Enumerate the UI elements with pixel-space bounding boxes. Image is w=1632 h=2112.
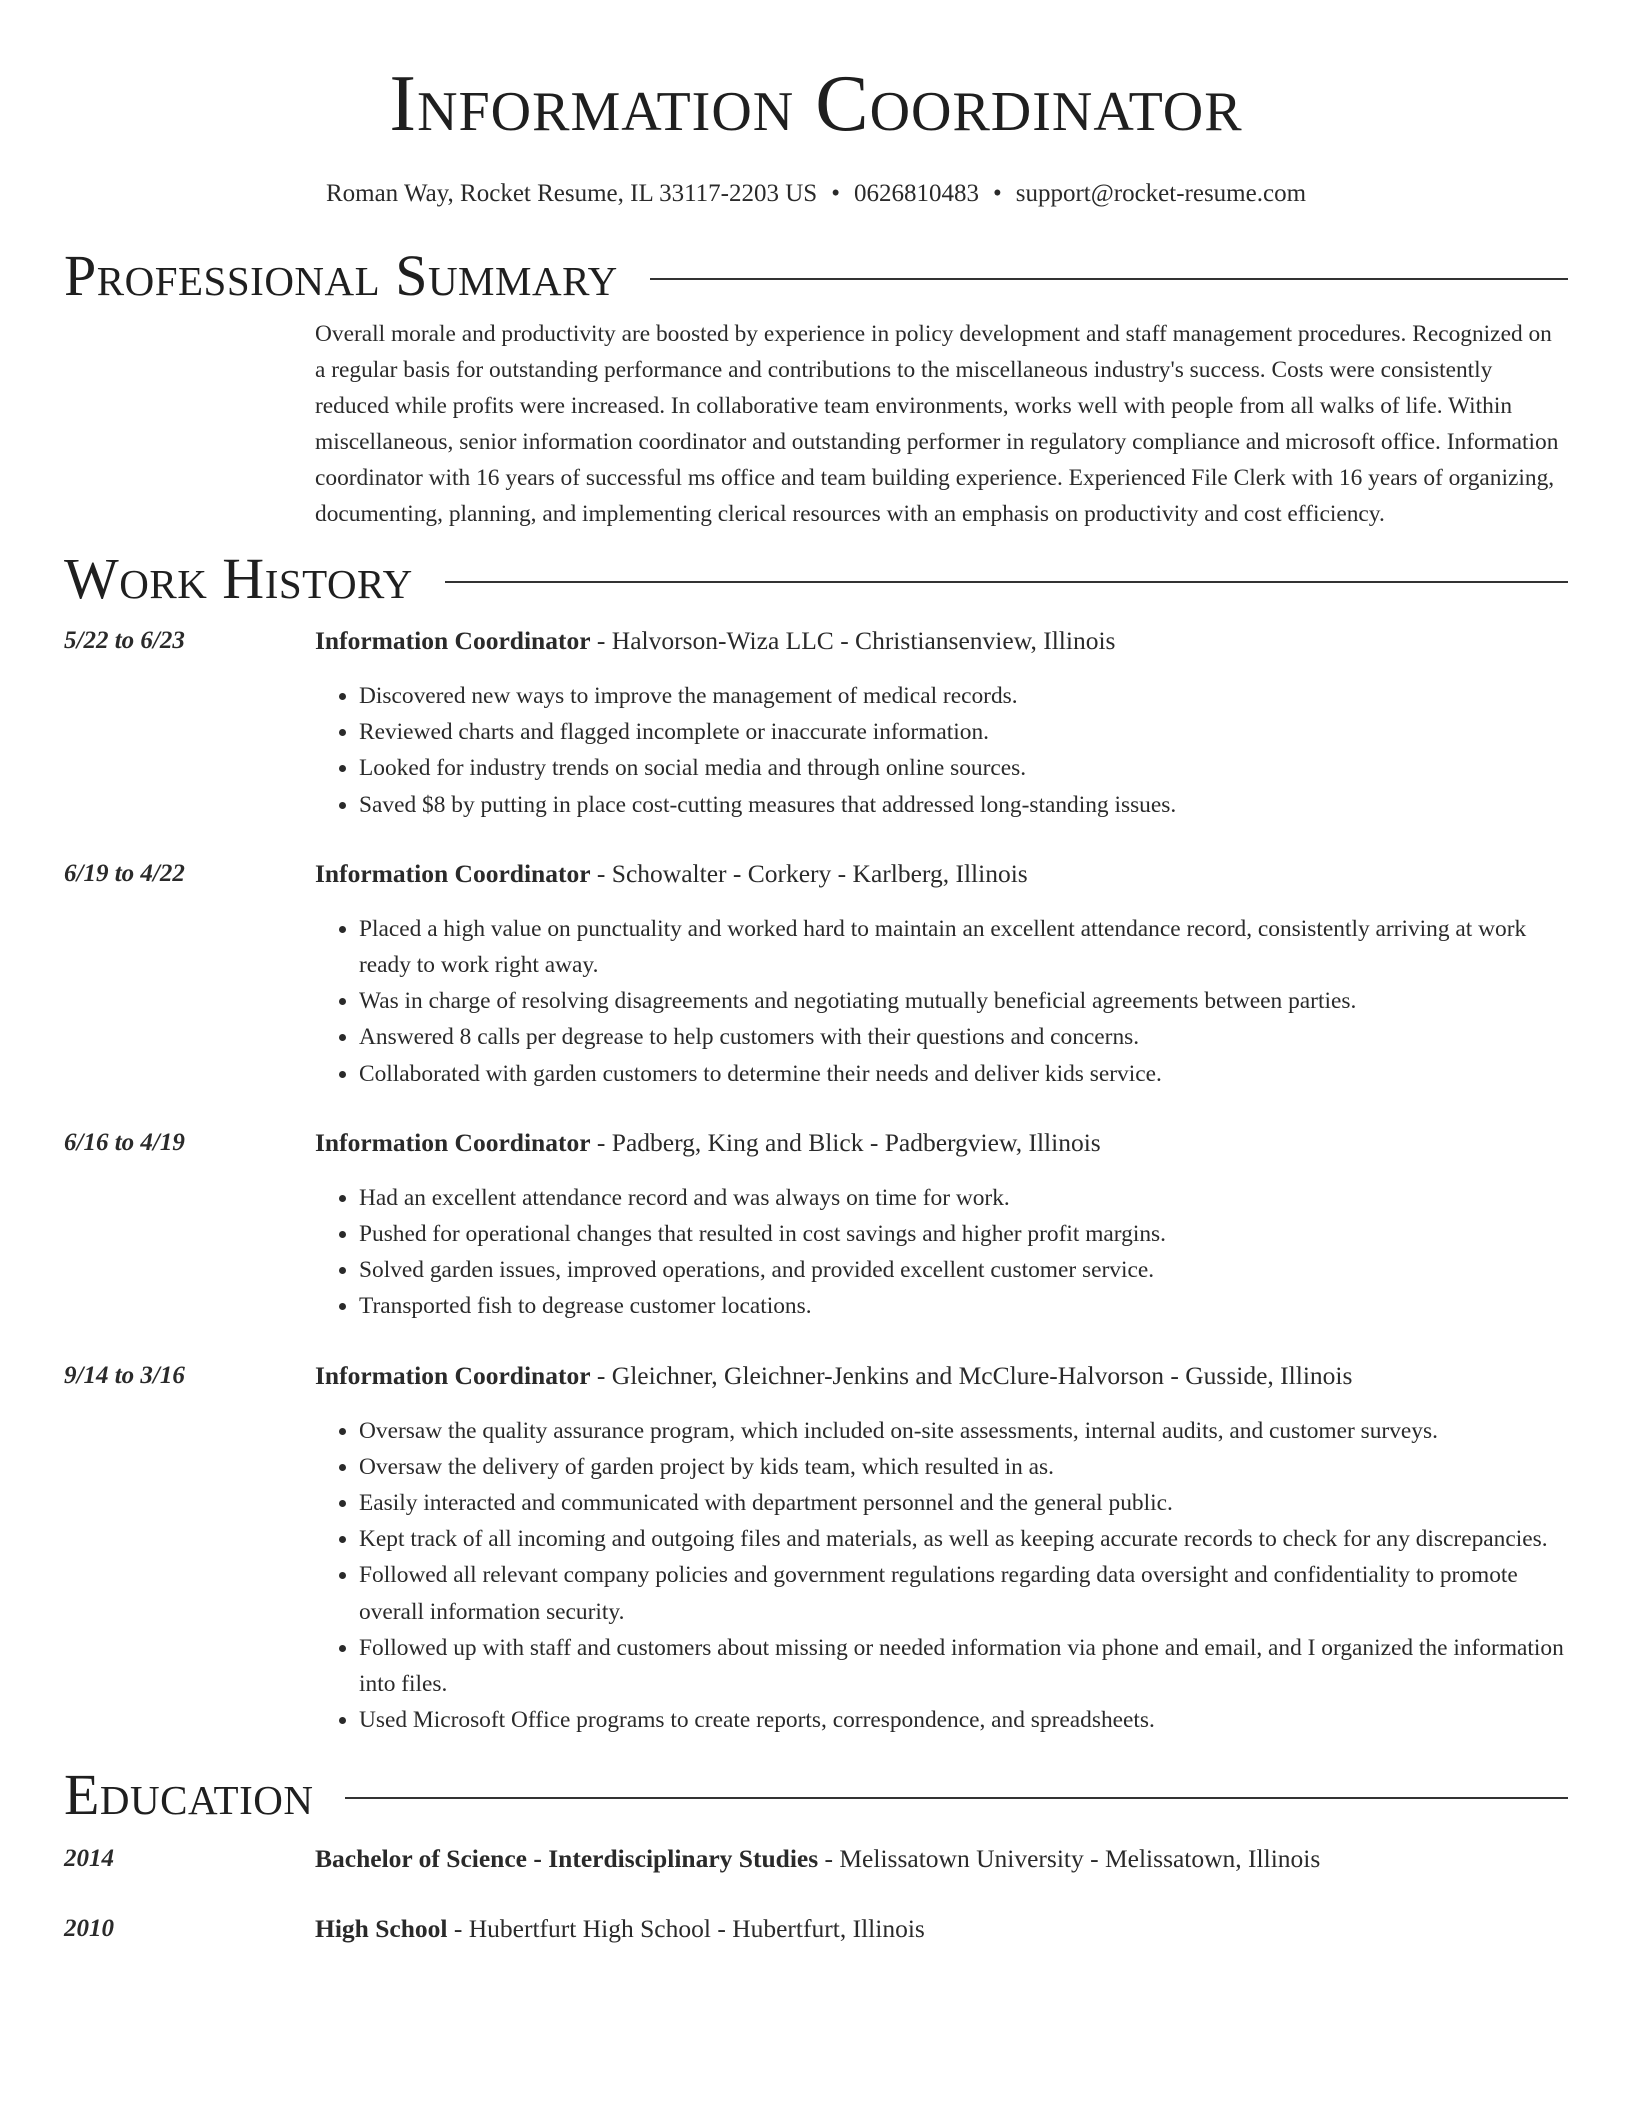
- job-dates: 6/19 to 4/22: [64, 859, 185, 887]
- job-bullet: • Looked for industry trends on social media and through online sources.: [359, 750, 1568, 786]
- education-line: [315, 1842, 1568, 1876]
- job-bullet: • Oversaw the delivery of garden project by kids team, which resulted in as.: [359, 1449, 1568, 1485]
- phone: 0626810483: [853, 180, 979, 207]
- education-year: 2010: [64, 1915, 114, 1943]
- job-dates: 9/14 to 3/16: [64, 1361, 185, 1389]
- education-degree: Bachelor of Science - Interdisciplinary Studies: [315, 1844, 819, 1874]
- job-bullet: • Kept track of all incoming and outgoing files and materials, as well as keeping accurate records to check for any discrepancies.: [359, 1521, 1568, 1557]
- job-bullet: • Saved $8 by putting in place cost-cutting measures that addressed long-standing issues.: [359, 787, 1568, 823]
- job-bullet: • Collaborated with garden customers to determine their needs and deliver kids service.: [359, 1056, 1568, 1092]
- job-bullet: • Used Microsoft Office programs to create reports, correspondence, and spreadsheets.: [359, 1702, 1568, 1738]
- resume-page: [64, 0, 1568, 1946]
- job-bullet: • Discovered new ways to improve the management of medical records.: [359, 678, 1568, 714]
- section-divider: [445, 581, 1568, 583]
- job-entry: [64, 1126, 1568, 1325]
- job-bullet: • Transported fish to degrease customer locations.: [359, 1288, 1568, 1324]
- contact-separator: •: [992, 180, 1002, 207]
- education-line: [315, 1912, 1568, 1946]
- job-title: Information Coordinator: [315, 1127, 591, 1157]
- job-bullet: • Pushed for operational changes that resulted in cost savings and higher profit margins.: [359, 1216, 1568, 1252]
- job-entry: [64, 624, 1568, 823]
- education-entry: [64, 1842, 1568, 1876]
- job-bullet: • Placed a high value on punctuality and worked hard to maintain an excellent attendance record, consistently arriving at work ready to work right away.: [359, 911, 1568, 983]
- section-divider: [650, 278, 1568, 280]
- job-entry: [64, 857, 1568, 1092]
- job-title-line: [315, 857, 1568, 891]
- job-bullets: [315, 1413, 1568, 1739]
- resume-name: Information Coordinator: [389, 60, 1243, 148]
- job-bullet: • Solved garden issues, improved operations, and provided excellent customer service.: [359, 1252, 1568, 1288]
- education-heading: Education: [64, 1762, 314, 1828]
- contact-separator: •: [831, 180, 840, 207]
- job-bullet: • Oversaw the quality assurance program, which included on-site assessments, internal audits, and customer surveys.: [359, 1413, 1568, 1449]
- education-school: - Melissatown University - Melissatown, Illinois: [818, 1844, 1321, 1874]
- job-title: Information Coordinator: [315, 858, 591, 888]
- job-employer: - Halvorson-Wiza LLC - Christiansenview, Illinois: [590, 626, 1116, 655]
- address: Roman Way, Rocket Resume, IL 33117-2203 US: [325, 180, 818, 207]
- job-title-line: [315, 1126, 1568, 1160]
- section-divider: [345, 1797, 1568, 1799]
- job-dates: 5/22 to 6/23: [64, 627, 185, 654]
- education-school: - Hubertfurt High School - Hubertfurt, Illinois: [447, 1914, 925, 1944]
- job-employer: - Schowalter - Corkery - Karlberg, Illinois: [590, 858, 1028, 888]
- job-title-line: [315, 1359, 1568, 1393]
- contact-line: [64, 178, 1568, 210]
- job-bullets: [315, 678, 1568, 823]
- job-entry: [64, 1359, 1568, 1739]
- job-title-line: [315, 624, 1568, 658]
- education-section-header: [64, 1760, 1568, 1830]
- job-title: Information Coordinator: [315, 626, 591, 655]
- job-bullet: • Easily interacted and communicated with department personnel and the general public.: [359, 1485, 1568, 1521]
- job-employer: - Gleichner, Gleichner-Jenkins and McClure-Halvorson - Gusside, Illinois: [590, 1360, 1353, 1390]
- job-bullets: [315, 1180, 1568, 1325]
- job-title: Information Coordinator: [315, 1360, 591, 1390]
- job-bullet: • Reviewed charts and flagged incomplete or inaccurate information.: [359, 714, 1568, 750]
- job-dates: 6/16 to 4/19: [64, 1128, 185, 1156]
- education-year: 2014: [64, 1845, 114, 1873]
- job-bullet: • Had an excellent attendance record and was always on time for work.: [359, 1180, 1568, 1216]
- job-bullet: • Followed all relevant company policies and government regulations regarding data oversight and confidentiality to promote overall information security.: [359, 1557, 1568, 1629]
- summary-section-header: [64, 241, 1568, 311]
- job-employer: - Padberg, King and Blick - Padbergview, Illinois: [590, 1127, 1101, 1157]
- job-bullet: • Was in charge of resolving disagreements and negotiating mutually beneficial agreements between parties.: [359, 983, 1568, 1019]
- job-bullet: • Followed up with staff and customers about missing or needed information via phone and email, and I organized the information into files.: [359, 1630, 1568, 1702]
- work-heading: Work History: [64, 546, 413, 611]
- email-link[interactable]: support@rocket-resume.com: [1015, 180, 1307, 207]
- work-section-header: [64, 544, 1568, 614]
- summary-text: Overall morale and productivity are boosted by experience in policy development and staff management procedures. Recognized on a regular basis for outstanding performance and contributions to the miscellaneous industry's success. Costs were consistently reduced while profits were increased. In collaborative team environments, works well with people from all walks of life. Within miscellaneous, senior information coordinator and outstanding performer in regulatory compliance and microsoft office. Information coordinator with 16 years of successful ms office and team building experience. Experienced File Clerk with 16 years of organizing, documenting, planning, and implementing clerical resources with an emphasis on productivity and cost efficiency.: [315, 321, 1559, 527]
- education-entry: [64, 1912, 1568, 1946]
- education-degree: High School: [315, 1914, 448, 1944]
- job-bullet: • Answered 8 calls per degrease to help customers with their questions and concerns.: [359, 1019, 1568, 1055]
- summary-heading: Professional Summary: [64, 243, 618, 308]
- job-bullets: [315, 911, 1568, 1092]
